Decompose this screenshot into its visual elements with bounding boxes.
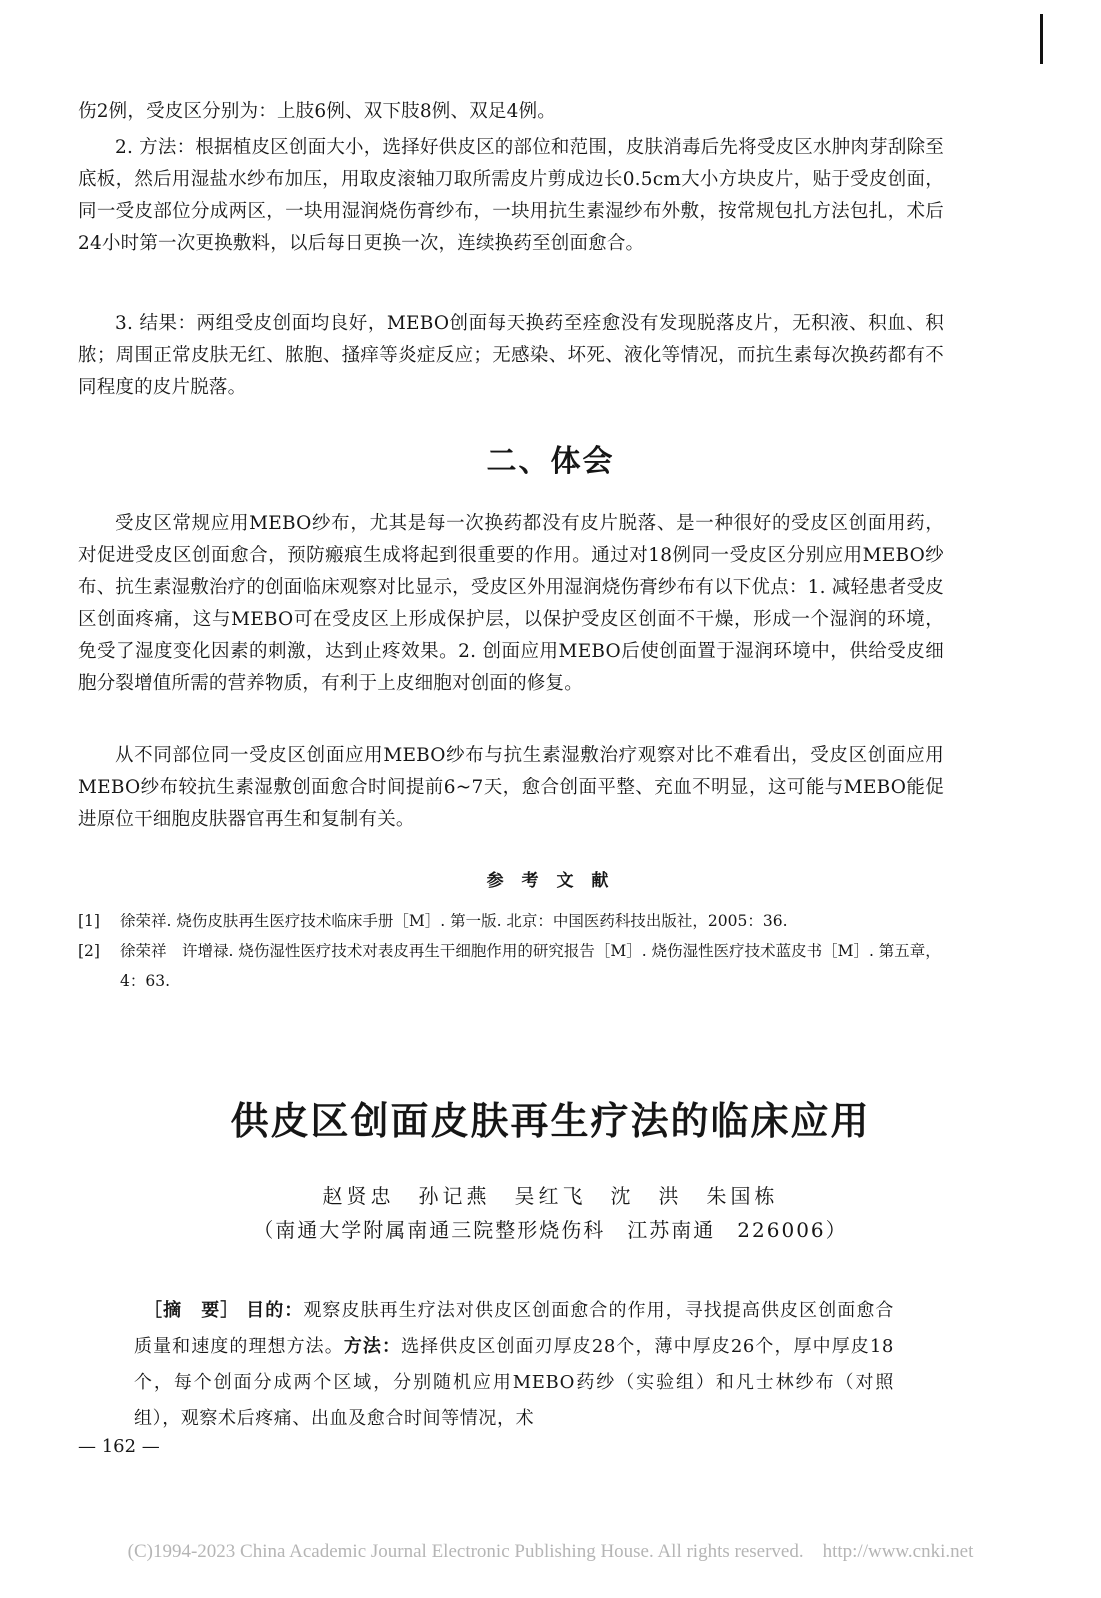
article-authors: 赵贤忠 孙记燕 吴红飞 沈 洪 朱国栋	[322, 1184, 779, 1208]
article-title: 供皮区创面皮肤再生疗法的临床应用	[230, 1099, 871, 1143]
section-heading: 二、体会	[486, 444, 615, 479]
abstract-purpose-text: 观察皮肤再生疗法对供皮区创面愈合的作用，寻找提高供皮区创面愈合质量和速度的理想方法。	[134, 1300, 894, 1357]
references-list	[78, 906, 944, 996]
margin-rule-mark	[1040, 14, 1043, 64]
body-paragraph-conclusion: 从不同部位同一受皮区创面应用MEBO纱布与抗生素湿敷治疗观察对比不难看出，受皮区创面应用MEBO纱布较抗生素湿敷创面愈合时间提前6~7天，愈合创面平整、充血不明显，这可能与MEBO能促进原位干细胞皮肤器官再生和复制有关。	[78, 745, 944, 830]
reference-number: [1]	[78, 912, 100, 930]
references-title: 参 考 文 献	[486, 871, 615, 891]
abstract-method-text: 选择供皮区创面刃厚皮28个，薄中厚皮26个，厚中厚皮18个，每个创面分成两个区域，分别随机应用MEBO药纱（实验组）和凡士林纱布（对照组），观察术后疼痛、出血及愈合时间等情况，术	[134, 1336, 894, 1429]
reference-text: 徐荣祥 许增禄. 烧伤湿性医疗技术对表皮再生干细胞作用的研究报告［M］. 烧伤湿性医疗技术蓝皮书［M］. 第五章，4：63.	[120, 942, 941, 990]
body-paragraph-discussion: 受皮区常规应用MEBO纱布，尤其是每一次换药都没有皮片脱落、是一种很好的受皮区创面用药，对促进受皮区创面愈合，预防瘢痕生成将起到很重要的作用。通过对18例同一受皮区分别应用MEBO纱布、抗生素湿敷治疗的创面临床观察对比显示，受皮区外用湿润烧伤膏纱布有以下优点：1. 减轻患者受皮区创面疼痛，这与MEBO可在受皮区上形成保护层，以保护受皮区创面不干燥，形成一个湿润的环境，免受了湿度变化因素的刺激，达到止疼效果。2. 创面应用MEBO后使创面置于湿润环境中，供给受皮细胞分裂增值所需的营养物质，有利于上皮细胞对创面的修复。	[78, 513, 944, 694]
copyright-footer: (C)1994-2023 China Academic Journal Electronic Publishing House. All rights reserved. http://www.cnki.net	[127, 1541, 974, 1562]
body-paragraph-results: 3. 结果：两组受皮创面均良好，MEBO创面每天换药至痊愈没有发现脱落皮片，无积液、积血、积脓；周围正常皮肤无红、脓胞、搔痒等炎症反应；无感染、坏死、液化等情况，而抗生素每次换药都有不同程度的皮片脱落。	[78, 313, 944, 398]
reference-number: [2]	[78, 942, 100, 960]
page-number: — 162 —	[78, 1436, 160, 1457]
article-affiliation: （南通大学附属南通三院整形烧伤科 江苏南通 226006）	[253, 1218, 848, 1242]
body-paragraph-methods: 2. 方法：根据植皮区创面大小，选择好供皮区的部位和范围，皮肤消毒后先将受皮区水肿肉芽刮除至底板，然后用湿盐水纱布加压，用取皮滚轴刀取所需皮片剪成边长0.5cm大小方块皮片，贴于受皮创面，同一受皮部位分成两区，一块用湿润烧伤膏纱布，一块用抗生素湿纱布外敷，按常规包扎方法包扎，术后24小时第一次更换敷料，以后每日更换一次，连续换药至创面愈合。	[78, 137, 944, 254]
abstract-method-label: 方法：	[343, 1336, 402, 1357]
abstract-purpose-label: 目的：	[246, 1300, 304, 1321]
article-abstract	[134, 1293, 894, 1437]
reference-item	[78, 906, 944, 936]
body-paragraph-0: 伤2例，受皮区分别为：上肢6例、双下肢8例、双足4例。	[78, 101, 556, 122]
reference-item	[78, 936, 944, 996]
abstract-label: ［摘 要］	[144, 1300, 240, 1321]
reference-text: 徐荣祥. 烧伤皮肤再生医疗技术临床手册［M］. 第一版. 北京：中国医药科技出版社，2005：36.	[120, 912, 788, 930]
